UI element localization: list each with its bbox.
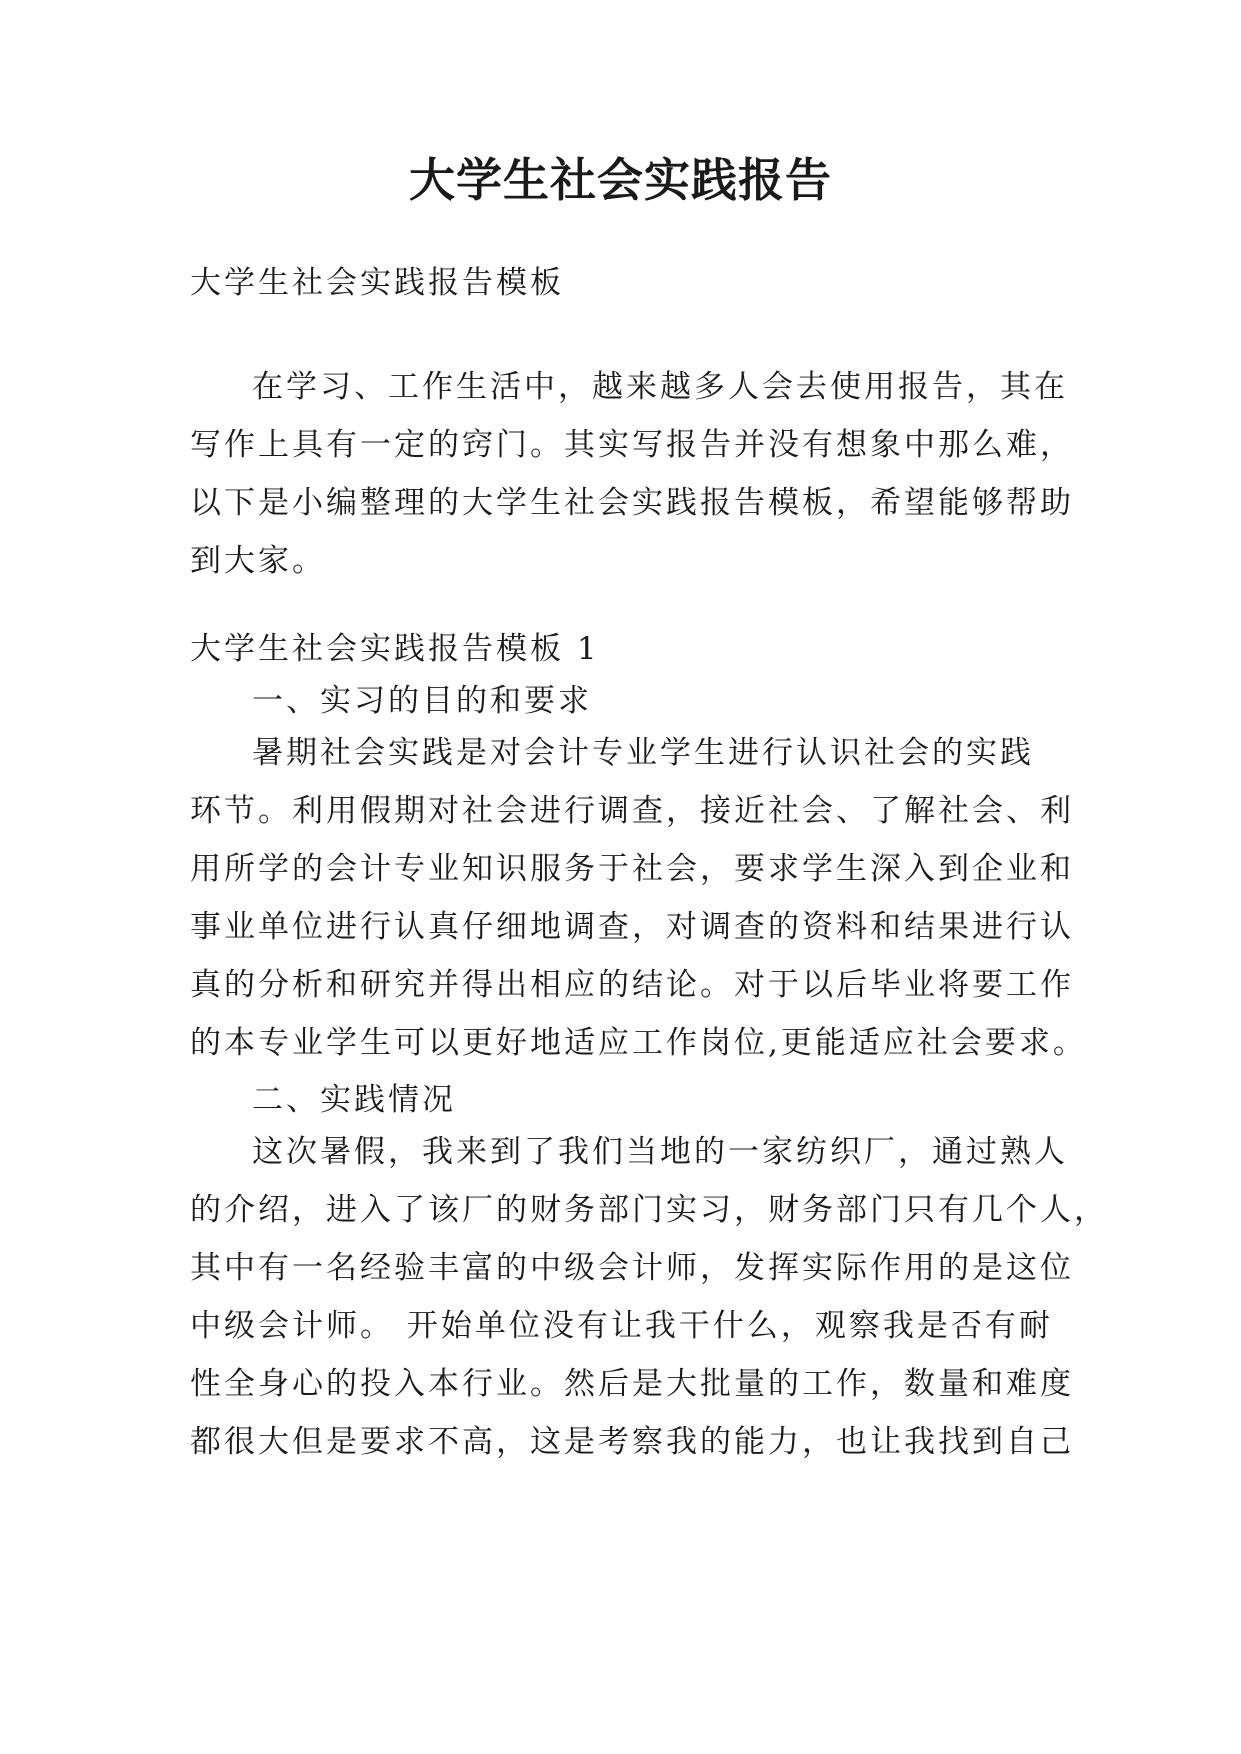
- document-title: 大学生社会实践报告: [409, 153, 832, 207]
- intro-paragraph: [190, 358, 1074, 590]
- intro-line: 写作上具有一定的窍门。其实写报告并没有想象中那么难，: [190, 427, 1074, 463]
- paragraph-line: 用所学的会计专业知识服务于社会，要求学生深入到企业和: [190, 851, 1074, 887]
- intro-line: 到大家。: [190, 543, 326, 579]
- objectives-paragraph: [190, 724, 1087, 1072]
- intro-line: 以下是小编整理的大学生社会实践报告模板，希望能够帮助: [190, 485, 1074, 521]
- paragraph-line: 其中有一名经验丰富的中级会计师，发挥实际作用的是这位: [190, 1250, 1074, 1286]
- document-subtitle: 大学生社会实践报告模板: [190, 265, 564, 301]
- intro-line: 在学习、工作生活中，越来越多人会去使用报告，其在: [252, 369, 1068, 405]
- practice-paragraph: [190, 1123, 1108, 1471]
- paragraph-line: 暑期社会实践是对会计专业学生进行认识社会的实践: [252, 735, 1034, 771]
- paragraph-line: 性全身心的投入本行业。然后是大批量的工作，数量和难度: [190, 1366, 1074, 1402]
- paragraph-line: 都很大但是要求不高，这是考察我的能力，也让我找到自己: [190, 1424, 1074, 1460]
- paragraph-line: 的本专业学生可以更好地适应工作岗位,更能适应社会要求。: [190, 1025, 1087, 1061]
- paragraph-line: 中级会计师。 开始单位没有让我干什么，观察我是否有耐: [190, 1308, 1053, 1344]
- paragraph-line: 的介绍，进入了该厂的财务部门实习，财务部门只有几个人，: [190, 1192, 1108, 1228]
- heading-objectives: 一、实习的目的和要求: [252, 683, 592, 719]
- heading-practice: 二、实践情况: [252, 1082, 456, 1118]
- paragraph-line: 真的分析和研究并得出相应的结论。对于以后毕业将要工作: [190, 967, 1074, 1003]
- section-title: 大学生社会实践报告模板 1: [190, 631, 600, 667]
- paragraph-line: 事业单位进行认真仔细地调查，对调查的资料和结果进行认: [190, 909, 1074, 945]
- paragraph-line: 环节。利用假期对社会进行调查，接近社会、了解社会、利: [190, 793, 1074, 829]
- paragraph-line: 这次暑假，我来到了我们当地的一家纺织厂，通过熟人: [252, 1134, 1068, 1170]
